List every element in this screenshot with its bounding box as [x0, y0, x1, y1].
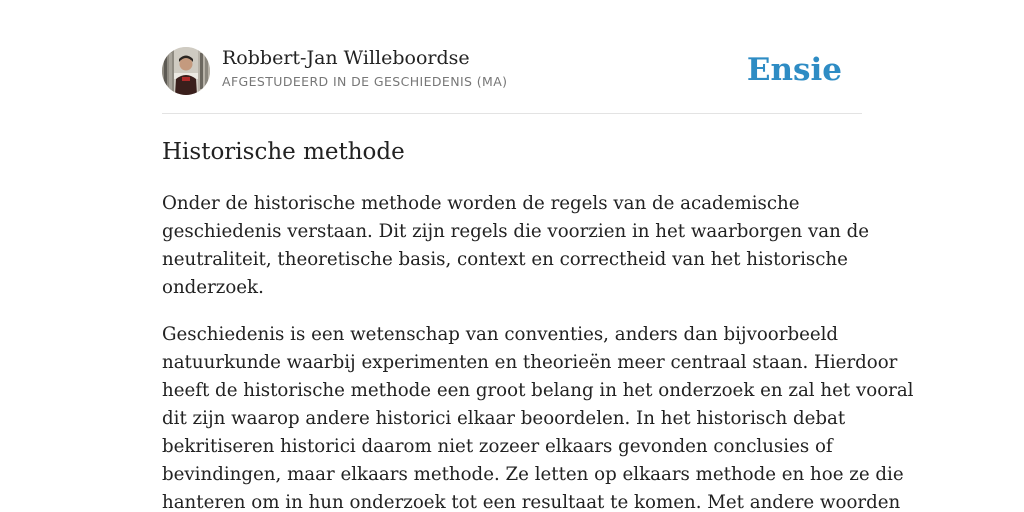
- paragraph-line: hanteren om in hun onderzoek tot een resultaat te komen. Met andere woorden: [162, 492, 901, 512]
- article-paragraph: [162, 321, 914, 512]
- author-header: [162, 46, 862, 114]
- author-avatar[interactable]: [162, 47, 210, 95]
- paragraph-line: natuurkunde waarbij experimenten en theorieën meer centraal staan. Hierdoor: [162, 352, 898, 373]
- ensie-logo[interactable]: Ensie: [746, 52, 842, 88]
- article-title: Historische methode: [162, 139, 405, 165]
- paragraph-line: heeft de historische methode een groot belang in het onderzoek en zal het vooral: [162, 380, 914, 401]
- article-paragraph: [162, 190, 869, 302]
- paragraph-line: dit zijn waarop andere historici elkaar beoordelen. In het historisch debat: [162, 408, 846, 429]
- paragraph-line: bekritiseren historici daarom niet zozeer elkaars gevonden conclusies of: [162, 436, 833, 457]
- article-body: [162, 190, 914, 512]
- paragraph-line: onderzoek.: [162, 277, 264, 298]
- paragraph-line: Geschiedenis is een wetenschap van conventies, anders dan bijvoorbeeld: [162, 324, 839, 345]
- paragraph-line: Onder de historische methode worden de regels van de academische: [162, 193, 800, 214]
- paragraph-line: neutraliteit, theoretische basis, context en correctheid van het historische: [162, 249, 848, 270]
- paragraph-line: geschiedenis verstaan. Dit zijn regels die voorzien in het waarborgen van de: [162, 221, 869, 242]
- author-role: AFGESTUDEERD IN DE GESCHIEDENIS (MA): [222, 74, 508, 89]
- avatar-photo: [162, 47, 210, 95]
- author-name[interactable]: Robbert-Jan Willeboordse: [222, 47, 470, 69]
- paragraph-line: bevindingen, maar elkaars methode. Ze letten op elkaars methode en hoe ze die: [162, 464, 904, 485]
